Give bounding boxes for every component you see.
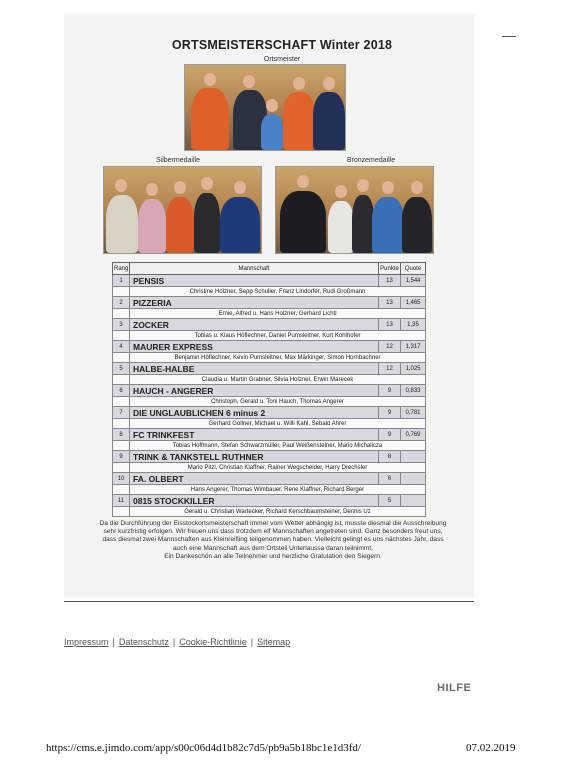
members-row: [113, 309, 426, 319]
team-points: 13: [379, 297, 401, 309]
team-row: [113, 407, 426, 419]
blank-cell: [113, 375, 130, 385]
blank-cell: [113, 507, 130, 517]
team-points: 13: [379, 275, 401, 287]
silver-winners-photo: [103, 166, 262, 254]
silver-caption: Silbermedaille: [156, 157, 200, 164]
blank-cell: [113, 309, 130, 319]
team-points: 9: [379, 385, 401, 397]
team-header: Mannschaft: [130, 263, 379, 275]
note-line: dass diesmal zwei Mannschaften aus Kleinreifling teilgenommen haben. Vielleicht gelingt es uns nächstes Jahr, dass: [102, 536, 444, 544]
team-quote: 0,781: [401, 407, 426, 419]
team-rank: 6: [113, 385, 130, 397]
team-name: 0815 STOCKKILLER: [130, 495, 379, 507]
team-members: Hans Angerer, Thomas Wimbauer, Rene Klaffner, Richard Berger: [130, 485, 426, 495]
team-points: 6: [379, 473, 401, 485]
team-members: Tobias u. Klaus Höflechner, Daniel Pumsleitner, Kurt Kohlhofer: [130, 331, 426, 341]
blank-cell: [113, 441, 130, 451]
minimize-dash: [502, 36, 516, 37]
note-line: Ein Dankeschön an alle Teilnehmer und herzliche Gratulation den Siegern.: [164, 552, 382, 560]
team-row: [113, 385, 426, 397]
team-rank: 3: [113, 319, 130, 331]
team-rank: 11: [113, 495, 130, 507]
team-points: 12: [379, 341, 401, 353]
team-name: DIE UNGLAUBLICHEN 6 minus 2: [130, 407, 379, 419]
team-row: [113, 363, 426, 375]
team-points: 12: [379, 363, 401, 375]
team-name: PIZZERIA: [130, 297, 379, 309]
team-rank: 5: [113, 363, 130, 375]
team-members: Christoph, Gerald u. Toni Hauch, Thomas Angerer: [130, 397, 426, 407]
members-row: [113, 331, 426, 341]
note-line: sehr kurzfristig erfolgen. Wir freuen uns dass trotzdem elf Mannschaften angetreten sind. Ganz besonders freut uns,: [103, 528, 443, 536]
team-name: HAUCH - ANGERER: [130, 385, 379, 397]
team-name: FC TRINKFEST: [130, 429, 379, 441]
help-button[interactable]: HILFE: [437, 682, 472, 694]
members-row: [113, 287, 426, 297]
cookie-richtlinie-link[interactable]: Cookie-Richtlinie: [179, 637, 247, 647]
team-row: [113, 451, 426, 463]
team-rank: 2: [113, 297, 130, 309]
bronze-winners-photo: [275, 166, 434, 254]
team-members: Claudia u. Martin Grabner, Silvia Holzner, Erwin Marecek: [130, 375, 426, 385]
members-row: [113, 397, 426, 407]
team-name: ZOCKER: [130, 319, 379, 331]
team-rank: 4: [113, 341, 130, 353]
team-points: 5: [379, 495, 401, 507]
rank-header: Rang: [113, 263, 130, 275]
datenschutz-link[interactable]: Datenschutz: [118, 637, 169, 647]
blank-cell: [113, 485, 130, 495]
team-points: 9: [379, 407, 401, 419]
blank-cell: [113, 353, 130, 363]
quote-header: Quote: [401, 263, 426, 275]
team-row: [113, 297, 426, 309]
blank-cell: [113, 397, 130, 407]
closing-note: [88, 520, 458, 561]
results-table: [112, 262, 426, 517]
team-quote: 0,833: [401, 385, 426, 397]
members-row: [113, 441, 426, 451]
team-name: MAURER EXPRESS: [130, 341, 379, 353]
team-name: TRINK & TANKSTELL RUTHNER: [130, 451, 379, 463]
print-url: https://cms.e.jimdo.com/app/s00c06d4d1b82c7d5/pb9a5b18bc1e1d3fd/: [46, 742, 361, 754]
team-rank: 1: [113, 275, 130, 287]
divider-line: [64, 601, 474, 602]
team-name: HALBE-HALBE: [130, 363, 379, 375]
bronze-caption: Bronzemedaille: [346, 157, 396, 164]
blank-cell: [113, 463, 130, 473]
footer-separator: |: [172, 637, 176, 647]
team-quote: [401, 495, 426, 507]
team-quote: [401, 473, 426, 485]
team-members: Mario Pitzl, Christian Klaffner, Rainer Wegscheider, Harry Drechsler: [130, 463, 426, 473]
team-row: [113, 495, 426, 507]
team-rank: 10: [113, 473, 130, 485]
document-title: ORTSMEISTERSCHAFT Winter 2018: [171, 38, 393, 52]
team-rank: 8: [113, 429, 130, 441]
blank-cell: [113, 287, 130, 297]
gold-caption: Ortsmeister: [263, 56, 301, 63]
team-members: Tobias Hoffmann, Stefan Schwarzmüller, Paul Weißensteiner, Mario Michalicza: [130, 441, 426, 451]
print-date: 07.02.2019: [466, 742, 516, 754]
members-row: [113, 375, 426, 385]
team-quote: 1,544: [401, 275, 426, 287]
impressum-link[interactable]: Impressum: [64, 637, 109, 647]
footer-links: [64, 637, 290, 647]
team-quote: 1,465: [401, 297, 426, 309]
team-members: Gerald u. Christian Wartecker, Richard Kerschbaumsteiner, Dennis Uz: [130, 507, 426, 517]
team-rank: 9: [113, 451, 130, 463]
team-points: 9: [379, 429, 401, 441]
team-name: FA. OLBERT: [130, 473, 379, 485]
blank-cell: [113, 331, 130, 341]
team-points: 13: [379, 319, 401, 331]
team-quote: 1,025: [401, 363, 426, 375]
footer-separator: |: [112, 637, 115, 647]
team-points: 8: [379, 451, 401, 463]
team-row: [113, 473, 426, 485]
team-rank: 7: [113, 407, 130, 419]
team-quote: 1,35: [401, 319, 426, 331]
team-row: [113, 319, 426, 331]
note-line: auch eine Mannschaft aus dem Ortsteil Unterlaussa daran teilnimmt.: [172, 544, 374, 552]
members-row: [113, 419, 426, 429]
members-row: [113, 463, 426, 473]
team-quote: [401, 451, 426, 463]
gold-winners-photo: [184, 64, 346, 151]
team-members: Christine Holzner, Sepp Schuller, Franz Lindorfer, Rudi Großmann: [130, 287, 426, 297]
members-row: [113, 485, 426, 495]
team-name: PENSIS: [130, 275, 379, 287]
team-quote: 0,769: [401, 429, 426, 441]
blank-cell: [113, 419, 130, 429]
team-quote: 1,317: [401, 341, 426, 353]
footer-separator: |: [250, 637, 254, 647]
note-line: Da die Durchführung der Eisstockortsmeisterschaft immer vom Wetter abhängig ist, musste diesmal die Ausschreibung: [99, 520, 447, 527]
team-members: Benjamin Höflechner, Kevin Pumsleitner, Max Märkinger, Simon Hornbachner: [130, 353, 426, 363]
members-row: [113, 507, 426, 517]
team-row: [113, 341, 426, 353]
points-header: Punkte: [379, 263, 401, 275]
team-members: Gerhard Gollner, Michael u. Willi Kahl, Sebald Ahrer: [130, 419, 426, 429]
team-members: Ernie, Alfred u. Hans Holzner, Gerhard Lichtl: [130, 309, 426, 319]
members-row: [113, 353, 426, 363]
sitemap-link[interactable]: Sitemap: [257, 637, 291, 647]
team-row: [113, 429, 426, 441]
team-row: [113, 275, 426, 287]
